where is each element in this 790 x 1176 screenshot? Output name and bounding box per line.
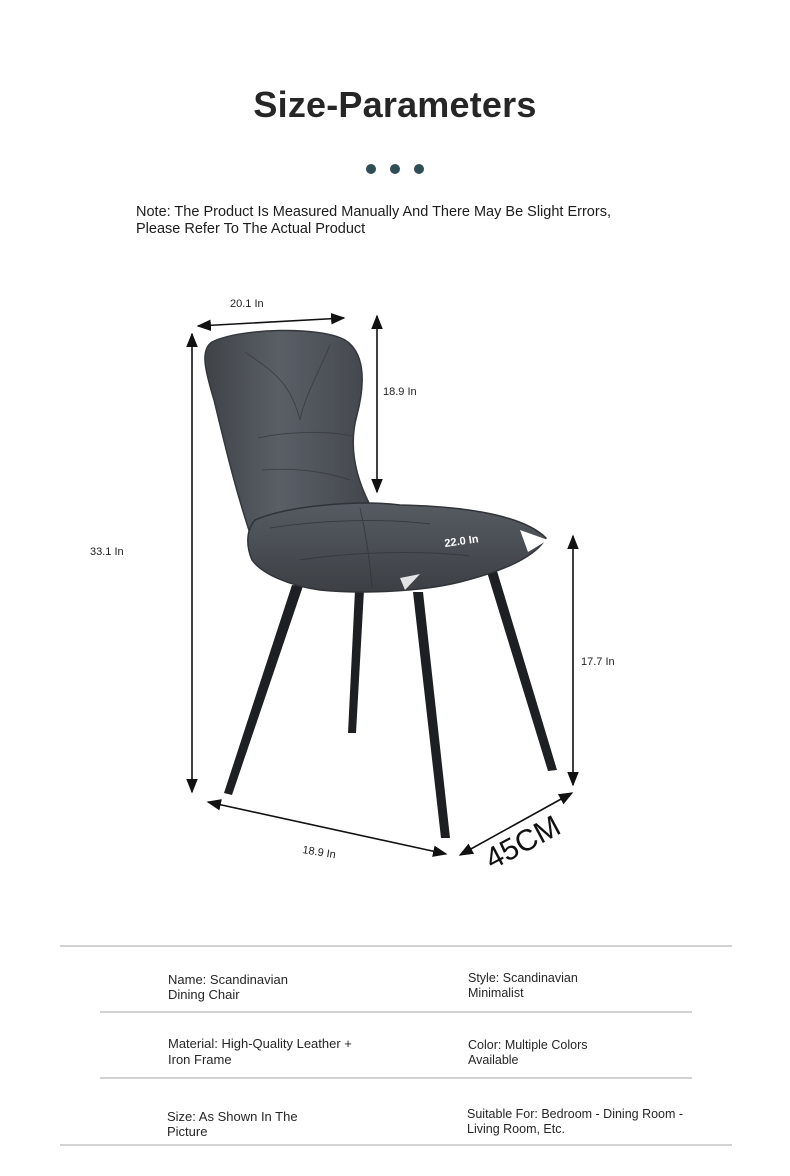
total-height-label: 33.1 In: [90, 546, 124, 558]
chair-seat: [248, 503, 546, 592]
spec-suitable-for: [467, 1107, 683, 1137]
spec-material: [168, 1036, 352, 1068]
spec-text: Available: [468, 1053, 519, 1067]
decorative-dots: [364, 164, 428, 176]
note-line-2: Please Refer To The Actual Product: [136, 221, 366, 237]
backrest-width-label: 20.1 In: [230, 298, 264, 310]
spec-text: Name: Scandinavian: [168, 972, 288, 987]
backrest-width-arrow: [198, 318, 344, 326]
spec-text: Dining Chair: [168, 987, 240, 1002]
chair-dimension-diagram: [0, 260, 790, 900]
chair-legs: [224, 571, 557, 838]
seat-width-label: 22.0 In: [443, 533, 480, 550]
dot: [390, 164, 400, 174]
spec-text: Style: Scandinavian: [468, 971, 578, 985]
depth-label: 45CM: [479, 809, 566, 877]
table-divider: [100, 1077, 692, 1079]
spec-text: Iron Frame: [168, 1052, 232, 1067]
spec-text: Minimalist: [468, 986, 524, 1000]
spec-text: Suitable For: Bedroom - Dining Room -: [467, 1107, 684, 1121]
spec-text: Living Room, Etc.: [467, 1122, 565, 1136]
spec-color: [468, 1038, 587, 1068]
seat-height-label: 17.7 In: [581, 656, 615, 668]
spec-size: [167, 1109, 298, 1139]
dot: [366, 164, 376, 174]
backrest-height-label: 18.9 In: [383, 386, 417, 398]
note-line-1: Note: The Product Is Measured Manually And There May Be Slight Errors,: [136, 204, 611, 220]
spec-text: Picture: [167, 1124, 208, 1139]
leg-width-arrow: [208, 802, 446, 854]
spec-name: [168, 972, 288, 1002]
page-title: Size-Parameters: [253, 84, 537, 125]
spec-text: Color: Multiple Colors: [468, 1038, 588, 1052]
table-divider: [60, 945, 732, 947]
spec-text: Size: As Shown In The: [167, 1109, 298, 1124]
dot: [414, 164, 424, 174]
spec-text: Material: High-Quality Leather +: [168, 1036, 352, 1051]
table-divider: [60, 1144, 732, 1146]
table-divider: [100, 1011, 692, 1013]
spec-style: [468, 971, 578, 1001]
leg-width-label: 18.9 In: [301, 844, 337, 862]
measurement-note: [136, 204, 656, 238]
